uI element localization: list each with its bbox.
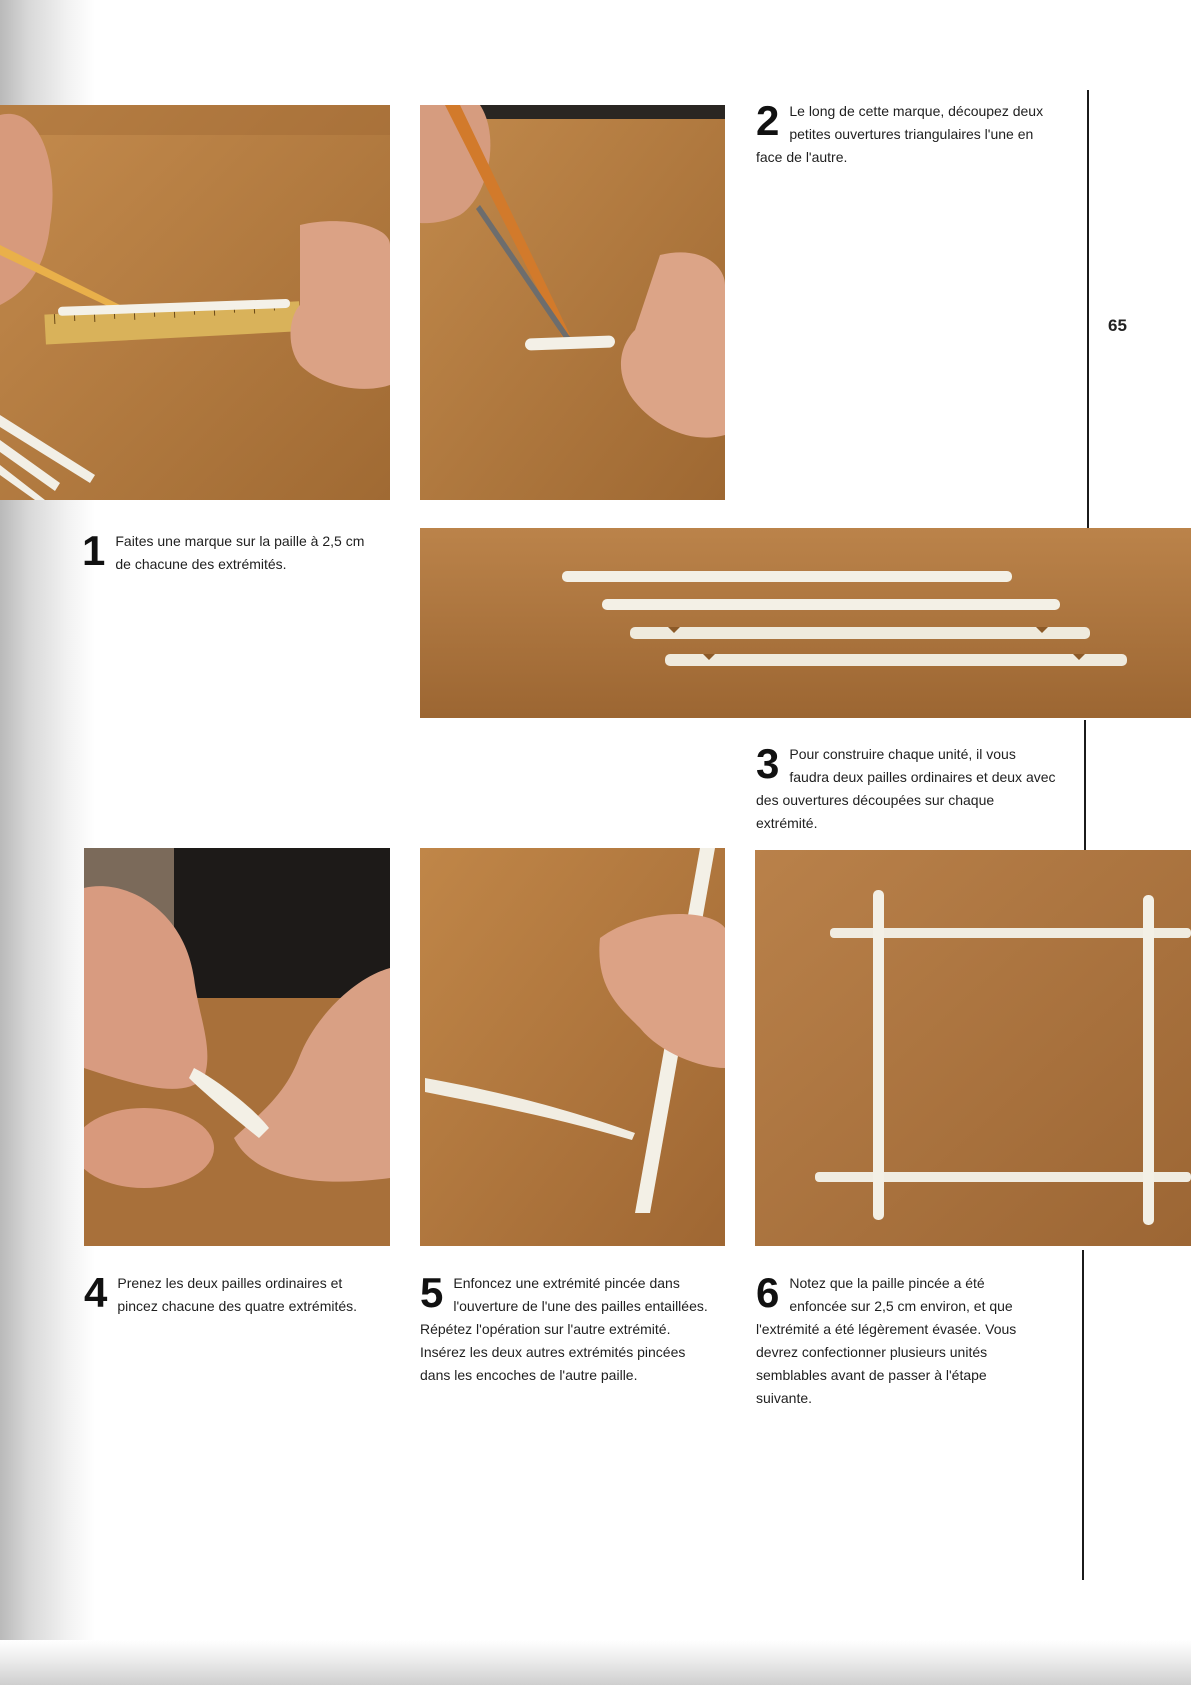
- photo-step-5: [420, 848, 725, 1246]
- column-rule-middle: [1084, 720, 1086, 850]
- bottom-scan-edge: [0, 1640, 1191, 1685]
- photo-step-6: [755, 850, 1191, 1246]
- step-5-text: [420, 1269, 715, 1387]
- step-3-number: 3: [756, 740, 780, 787]
- page-number: 65: [1108, 316, 1127, 335]
- photo-step-1: [0, 105, 390, 500]
- column-rule-top: [1087, 90, 1089, 530]
- step-2-text: [756, 97, 1046, 169]
- step-2-instruction: Le long de cette marque, découpez deux petites ouvertures triangulaires l'une en face de l'autre.: [756, 103, 1044, 165]
- step-2-number: 2: [756, 97, 780, 144]
- step-5-number: 5: [420, 1269, 444, 1316]
- step-6-number: 6: [756, 1269, 780, 1316]
- step-4-number: 4: [84, 1269, 108, 1316]
- step-3-instruction: Pour construire chaque unité, il vous faudra deux pailles ordinaires et deux avec des ouvertures découpées sur chaque extrémité.: [756, 746, 1056, 831]
- step-3-text: [756, 740, 1056, 835]
- step-1-instruction: Faites une marque sur la paille à 2,5 cm de chacune des extrémités.: [115, 533, 365, 572]
- step-1-number: 1: [82, 527, 106, 574]
- step-1-text: [82, 527, 372, 576]
- photo-step-3: [420, 528, 1191, 718]
- step-6-text: [756, 1269, 1046, 1410]
- step-6-instruction: Notez que la paille pincée a été enfoncée sur 2,5 cm environ, et que l'extrémité a été légèrement évasée. Vous devrez confectionner plusieurs unités semblables avant de passer à l'étape suivante.: [756, 1275, 1017, 1406]
- photo-step-4: [84, 848, 390, 1246]
- step-4-instruction: Prenez les deux pailles ordinaires et pincez chacune des quatre extrémités.: [117, 1275, 358, 1314]
- column-rule-bottom: [1082, 1250, 1084, 1580]
- step-4-text: [84, 1269, 374, 1318]
- step-5-instruction: Enfoncez une extrémité pincée dans l'ouverture de l'une des pailles entaillées. Répétez l'opération sur l'autre extrémité. Insérez les deux autres extrémités pincées dans les encoches de l'autre paille.: [420, 1275, 708, 1383]
- photo-step-2: [420, 105, 725, 500]
